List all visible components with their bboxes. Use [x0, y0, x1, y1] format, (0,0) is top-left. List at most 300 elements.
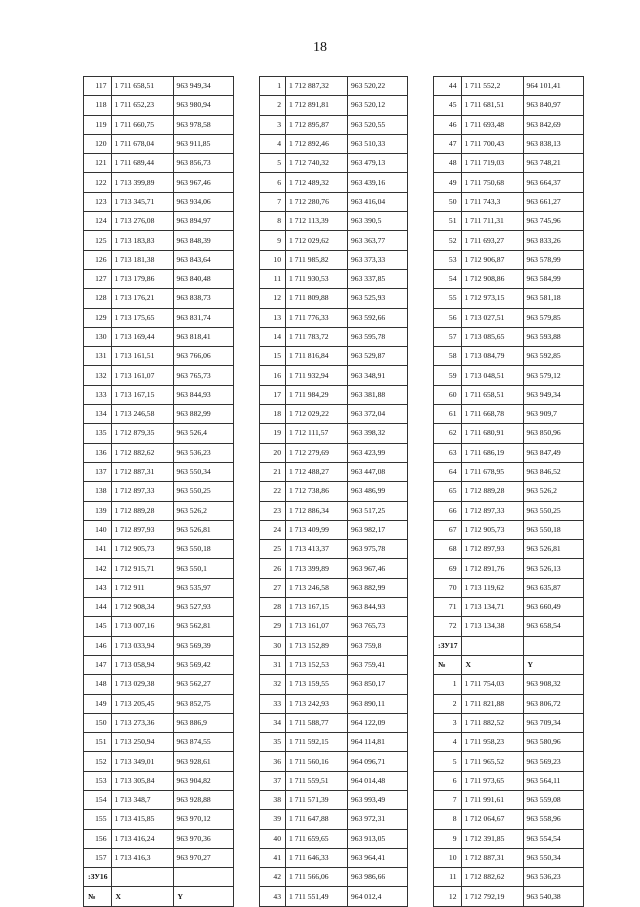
- table-row: [434, 366, 584, 385]
- point-number-cell: 117: [84, 77, 112, 96]
- header-row: [434, 655, 584, 674]
- y-coordinate-cell: 963 510,33: [348, 134, 408, 153]
- x-coordinate-cell: 1 713 134,38: [461, 617, 523, 636]
- point-number-cell: 9: [260, 231, 286, 250]
- point-number-cell: 12: [260, 289, 286, 308]
- table-row: [84, 308, 234, 327]
- table-row: [84, 713, 234, 732]
- point-number-cell: 10: [260, 250, 286, 269]
- point-number-cell: 1: [260, 77, 286, 96]
- table-row: [260, 848, 408, 867]
- x-coordinate-cell: 1 713 399,89: [286, 559, 348, 578]
- y-coordinate-cell: 963 765,73: [348, 617, 408, 636]
- table-row: [434, 462, 584, 481]
- x-coordinate-cell: 1 711 693,27: [461, 231, 523, 250]
- table-row: [434, 501, 584, 520]
- point-number-cell: 45: [434, 96, 462, 115]
- point-number-cell: 64: [434, 462, 462, 481]
- point-number-cell: 152: [84, 752, 112, 771]
- point-number-cell: 6: [260, 173, 286, 192]
- x-coordinate-cell: 1 712 897,93: [461, 540, 523, 559]
- table-row: [434, 443, 584, 462]
- x-coordinate-cell: 1 713 161,07: [286, 617, 348, 636]
- x-coordinate-cell: 1 711 743,3: [461, 192, 523, 211]
- y-coordinate-cell: 963 840,48: [173, 269, 233, 288]
- table-row: [260, 385, 408, 404]
- x-coordinate-cell: 1 713 058,94: [111, 655, 173, 674]
- point-number-cell: 69: [434, 559, 462, 578]
- y-coordinate-cell: 963 806,72: [523, 694, 583, 713]
- table-row: [84, 675, 234, 694]
- y-coordinate-cell: 963 562,81: [173, 617, 233, 636]
- y-coordinate-cell: 963 535,97: [173, 578, 233, 597]
- x-coordinate-cell: 1 711 984,29: [286, 385, 348, 404]
- table-row: [260, 501, 408, 520]
- point-number-cell: 49: [434, 173, 462, 192]
- y-coordinate-cell: 963 559,08: [523, 790, 583, 809]
- y-coordinate-cell: 963 529,87: [348, 347, 408, 366]
- table-row: [84, 559, 234, 578]
- table-row: [434, 327, 584, 346]
- y-coordinate-cell: 963 833,26: [523, 231, 583, 250]
- y-coordinate-cell: 963 536,23: [173, 443, 233, 462]
- y-coordinate-cell: 963 970,36: [173, 829, 233, 848]
- x-coordinate-cell: 1 713 242,93: [286, 694, 348, 713]
- x-coordinate-cell: 1 711 681,51: [461, 96, 523, 115]
- coordinates-table-2: [259, 76, 408, 907]
- y-coordinate-cell: 963 479,13: [348, 154, 408, 173]
- table-row: [434, 848, 584, 867]
- point-number-cell: 137: [84, 462, 112, 481]
- y-coordinate-cell: 963 593,88: [523, 327, 583, 346]
- y-coordinate-cell: 963 348,91: [348, 366, 408, 385]
- y-coordinate-cell: 963 982,17: [348, 520, 408, 539]
- y-coordinate-cell: 963 526,4: [173, 424, 233, 443]
- table-row: [84, 617, 234, 636]
- table-row: [260, 289, 408, 308]
- x-header: X: [461, 655, 523, 674]
- y-coordinate-cell: 963 550,34: [173, 462, 233, 481]
- point-number-cell: 52: [434, 231, 462, 250]
- point-number-cell: 153: [84, 771, 112, 790]
- y-coordinate-cell: 963 967,46: [348, 559, 408, 578]
- point-number-cell: 129: [84, 308, 112, 327]
- y-coordinate-cell: 963 904,82: [173, 771, 233, 790]
- x-coordinate-cell: 1 712 915,71: [111, 559, 173, 578]
- table-row: [434, 790, 584, 809]
- table-row: [260, 829, 408, 848]
- table-row: [434, 134, 584, 153]
- table-row: [84, 327, 234, 346]
- table-row: [260, 269, 408, 288]
- x-coordinate-cell: 1 711 776,33: [286, 308, 348, 327]
- table-row: [84, 269, 234, 288]
- number-header: №: [434, 655, 462, 674]
- point-number-cell: 23: [260, 501, 286, 520]
- empty-cell: [461, 636, 523, 655]
- table-row: [84, 829, 234, 848]
- x-coordinate-cell: 1 713 029,38: [111, 675, 173, 694]
- empty-cell: [111, 868, 173, 887]
- point-number-cell: 31: [260, 655, 286, 674]
- point-number-cell: 14: [260, 327, 286, 346]
- y-coordinate-cell: 963 911,85: [173, 134, 233, 153]
- y-coordinate-cell: 963 970,27: [173, 848, 233, 867]
- x-coordinate-cell: 1 712 905,73: [111, 540, 173, 559]
- y-coordinate-cell: 963 978,58: [173, 115, 233, 134]
- table-row: [434, 598, 584, 617]
- y-coordinate-cell: 963 520,55: [348, 115, 408, 134]
- x-coordinate-cell: 1 713 027,51: [461, 308, 523, 327]
- point-number-cell: 22: [260, 482, 286, 501]
- table-row: [434, 675, 584, 694]
- table-row: [260, 482, 408, 501]
- y-coordinate-cell: 963 949,34: [523, 385, 583, 404]
- x-coordinate-cell: 1 711 816,84: [286, 347, 348, 366]
- table-row: [434, 96, 584, 115]
- y-coordinate-cell: 963 550,25: [523, 501, 583, 520]
- table-row: [260, 250, 408, 269]
- y-coordinate-cell: 964 114,81: [348, 733, 408, 752]
- point-number-cell: 68: [434, 540, 462, 559]
- x-coordinate-cell: 1 713 152,89: [286, 636, 348, 655]
- point-number-cell: 120: [84, 134, 112, 153]
- table-row: [260, 154, 408, 173]
- point-number-cell: 32: [260, 675, 286, 694]
- y-coordinate-cell: 963 550,18: [523, 520, 583, 539]
- point-number-cell: 42: [260, 868, 286, 887]
- y-coordinate-cell: 963 844,93: [173, 385, 233, 404]
- point-number-cell: 4: [260, 134, 286, 153]
- table-row: [84, 810, 234, 829]
- point-number-cell: 143: [84, 578, 112, 597]
- x-coordinate-cell: 1 711 668,78: [461, 405, 523, 424]
- point-number-cell: 154: [84, 790, 112, 809]
- x-coordinate-cell: 1 711 686,19: [461, 443, 523, 462]
- y-coordinate-cell: 963 818,41: [173, 327, 233, 346]
- x-coordinate-cell: 1 713 415,85: [111, 810, 173, 829]
- point-number-cell: 132: [84, 366, 112, 385]
- point-number-cell: 46: [434, 115, 462, 134]
- table-row: [434, 559, 584, 578]
- point-number-cell: 8: [434, 810, 462, 829]
- y-coordinate-cell: 963 766,06: [173, 347, 233, 366]
- point-number-cell: 138: [84, 482, 112, 501]
- table-row: [260, 366, 408, 385]
- point-number-cell: 65: [434, 482, 462, 501]
- table-row: [84, 694, 234, 713]
- coordinates-table-1: [83, 76, 234, 907]
- y-coordinate-cell: 963 580,96: [523, 733, 583, 752]
- y-coordinate-cell: 963 964,41: [348, 848, 408, 867]
- x-coordinate-cell: 1 712 886,34: [286, 501, 348, 520]
- point-number-cell: 139: [84, 501, 112, 520]
- table-row: [84, 212, 234, 231]
- x-coordinate-cell: 1 712 889,28: [461, 482, 523, 501]
- x-coordinate-cell: 1 712 738,86: [286, 482, 348, 501]
- y-coordinate-cell: 963 658,54: [523, 617, 583, 636]
- x-coordinate-cell: 1 711 809,88: [286, 289, 348, 308]
- y-coordinate-cell: 963 569,39: [173, 636, 233, 655]
- point-number-cell: 37: [260, 771, 286, 790]
- y-coordinate-cell: 963 993,49: [348, 790, 408, 809]
- table-row: [84, 250, 234, 269]
- y-coordinate-cell: 963 381,88: [348, 385, 408, 404]
- table-row: [434, 540, 584, 559]
- point-number-cell: 131: [84, 347, 112, 366]
- x-header: X: [111, 887, 173, 906]
- point-number-cell: 25: [260, 540, 286, 559]
- y-coordinate-cell: 963 558,96: [523, 810, 583, 829]
- table-row: [260, 231, 408, 250]
- y-coordinate-cell: 963 934,06: [173, 192, 233, 211]
- point-number-cell: 50: [434, 192, 462, 211]
- x-coordinate-cell: 1 711 689,44: [111, 154, 173, 173]
- point-number-cell: 59: [434, 366, 462, 385]
- y-coordinate-cell: 963 660,49: [523, 598, 583, 617]
- y-coordinate-cell: 964 014,48: [348, 771, 408, 790]
- y-coordinate-cell: 963 759,41: [348, 655, 408, 674]
- table-row: [260, 520, 408, 539]
- x-coordinate-cell: 1 713 175,65: [111, 308, 173, 327]
- x-coordinate-cell: 1 712 908,34: [111, 598, 173, 617]
- x-coordinate-cell: 1 712 879,35: [111, 424, 173, 443]
- table-row: [84, 192, 234, 211]
- table-row: [84, 231, 234, 250]
- point-number-cell: 8: [260, 212, 286, 231]
- point-number-cell: 145: [84, 617, 112, 636]
- table-row: [260, 559, 408, 578]
- point-number-cell: 127: [84, 269, 112, 288]
- x-coordinate-cell: 1 711 660,75: [111, 115, 173, 134]
- x-coordinate-cell: 1 711 559,51: [286, 771, 348, 790]
- table-row: [84, 366, 234, 385]
- x-coordinate-cell: 1 712 897,93: [111, 520, 173, 539]
- y-coordinate-cell: 963 592,66: [348, 308, 408, 327]
- y-coordinate-cell: 963 908,32: [523, 675, 583, 694]
- x-coordinate-cell: 1 712 029,62: [286, 231, 348, 250]
- table-row: [260, 655, 408, 674]
- y-coordinate-cell: 963 526,13: [523, 559, 583, 578]
- x-coordinate-cell: 1 711 821,88: [461, 694, 523, 713]
- point-number-cell: 123: [84, 192, 112, 211]
- table-row: [84, 848, 234, 867]
- point-number-cell: 130: [84, 327, 112, 346]
- x-coordinate-cell: 1 712 113,39: [286, 212, 348, 231]
- point-number-cell: 5: [260, 154, 286, 173]
- x-coordinate-cell: 1 711 783,72: [286, 327, 348, 346]
- point-number-cell: 38: [260, 790, 286, 809]
- y-coordinate-cell: 963 840,97: [523, 96, 583, 115]
- point-number-cell: 55: [434, 289, 462, 308]
- table-row: [434, 482, 584, 501]
- point-number-cell: 133: [84, 385, 112, 404]
- point-number-cell: 141: [84, 540, 112, 559]
- table-row: [434, 771, 584, 790]
- x-coordinate-cell: 1 711 588,77: [286, 713, 348, 732]
- point-number-cell: 40: [260, 829, 286, 848]
- table-row: [84, 173, 234, 192]
- point-number-cell: 12: [434, 887, 462, 906]
- point-number-cell: 28: [260, 598, 286, 617]
- point-number-cell: 156: [84, 829, 112, 848]
- table-row: [434, 269, 584, 288]
- point-number-cell: 44: [434, 77, 462, 96]
- table-row: [84, 578, 234, 597]
- point-number-cell: 26: [260, 559, 286, 578]
- x-coordinate-cell: 1 711 560,16: [286, 752, 348, 771]
- y-coordinate-cell: 963 337,85: [348, 269, 408, 288]
- table-row: [434, 154, 584, 173]
- y-coordinate-cell: 963 928,88: [173, 790, 233, 809]
- point-number-cell: 58: [434, 347, 462, 366]
- table-row: [84, 347, 234, 366]
- point-number-cell: 1: [434, 675, 462, 694]
- x-coordinate-cell: 1 713 349,01: [111, 752, 173, 771]
- point-number-cell: 5: [434, 752, 462, 771]
- y-coordinate-cell: 963 584,99: [523, 269, 583, 288]
- y-coordinate-cell: 963 852,75: [173, 694, 233, 713]
- y-coordinate-cell: 963 949,34: [173, 77, 233, 96]
- point-number-cell: 7: [260, 192, 286, 211]
- y-coordinate-cell: 963 579,85: [523, 308, 583, 327]
- point-number-cell: 51: [434, 212, 462, 231]
- y-coordinate-cell: 963 972,31: [348, 810, 408, 829]
- point-number-cell: 60: [434, 385, 462, 404]
- table-row: [260, 868, 408, 887]
- y-coordinate-cell: 963 847,49: [523, 443, 583, 462]
- table-row: [260, 424, 408, 443]
- y-coordinate-cell: 963 759,8: [348, 636, 408, 655]
- point-number-cell: 10: [434, 848, 462, 867]
- table-row: [260, 540, 408, 559]
- point-number-cell: 122: [84, 173, 112, 192]
- y-header: Y: [173, 887, 233, 906]
- x-coordinate-cell: 1 713 273,36: [111, 713, 173, 732]
- x-coordinate-cell: 1 712 887,32: [286, 77, 348, 96]
- x-coordinate-cell: 1 712 792,19: [461, 887, 523, 906]
- x-coordinate-cell: 1 713 181,38: [111, 250, 173, 269]
- table-row: [434, 231, 584, 250]
- y-coordinate-cell: 963 765,73: [173, 366, 233, 385]
- x-coordinate-cell: 1 711 566,06: [286, 868, 348, 887]
- x-coordinate-cell: 1 713 161,07: [111, 366, 173, 385]
- point-number-cell: 67: [434, 520, 462, 539]
- x-coordinate-cell: 1 711 985,82: [286, 250, 348, 269]
- x-coordinate-cell: 1 713 409,99: [286, 520, 348, 539]
- table-row: [260, 405, 408, 424]
- point-number-cell: 157: [84, 848, 112, 867]
- table-row: [260, 598, 408, 617]
- table-row: [434, 694, 584, 713]
- table-row: [84, 501, 234, 520]
- section-row: [84, 868, 234, 887]
- point-number-cell: 34: [260, 713, 286, 732]
- y-coordinate-cell: 963 579,12: [523, 366, 583, 385]
- point-number-cell: 17: [260, 385, 286, 404]
- table-row: [84, 462, 234, 481]
- x-coordinate-cell: 1 713 205,45: [111, 694, 173, 713]
- y-coordinate-cell: 963 569,42: [173, 655, 233, 674]
- point-number-cell: 124: [84, 212, 112, 231]
- table-row: [84, 636, 234, 655]
- point-number-cell: 71: [434, 598, 462, 617]
- table-row: [434, 173, 584, 192]
- table-row: [84, 655, 234, 674]
- y-coordinate-cell: 963 595,78: [348, 327, 408, 346]
- point-number-cell: 155: [84, 810, 112, 829]
- point-number-cell: 149: [84, 694, 112, 713]
- x-coordinate-cell: 1 713 152,53: [286, 655, 348, 674]
- table-row: [84, 77, 234, 96]
- y-coordinate-cell: 963 850,96: [523, 424, 583, 443]
- point-number-cell: 135: [84, 424, 112, 443]
- table-row: [84, 733, 234, 752]
- y-coordinate-cell: 963 550,18: [173, 540, 233, 559]
- point-number-cell: 3: [434, 713, 462, 732]
- table-row: [260, 347, 408, 366]
- point-number-cell: 39: [260, 810, 286, 829]
- y-coordinate-cell: 963 592,85: [523, 347, 583, 366]
- y-coordinate-cell: 963 882,99: [348, 578, 408, 597]
- point-number-cell: 134: [84, 405, 112, 424]
- x-coordinate-cell: 1 713 183,83: [111, 231, 173, 250]
- x-coordinate-cell: 1 711 750,68: [461, 173, 523, 192]
- table-row: [434, 308, 584, 327]
- table-row: [84, 752, 234, 771]
- x-coordinate-cell: 1 711 658,51: [111, 77, 173, 96]
- point-number-cell: 151: [84, 733, 112, 752]
- table-row: [260, 462, 408, 481]
- x-coordinate-cell: 1 711 647,88: [286, 810, 348, 829]
- y-coordinate-cell: 963 372,04: [348, 405, 408, 424]
- y-coordinate-cell: 963 517,25: [348, 501, 408, 520]
- point-number-cell: 35: [260, 733, 286, 752]
- x-coordinate-cell: 1 713 399,89: [111, 173, 173, 192]
- x-coordinate-cell: 1 713 167,15: [286, 598, 348, 617]
- y-coordinate-cell: 963 486,99: [348, 482, 408, 501]
- point-number-cell: 29: [260, 617, 286, 636]
- table-row: [434, 212, 584, 231]
- point-number-cell: 13: [260, 308, 286, 327]
- x-coordinate-cell: 1 712 908,86: [461, 269, 523, 288]
- empty-cell: [523, 636, 583, 655]
- point-number-cell: 142: [84, 559, 112, 578]
- x-coordinate-cell: 1 712 280,76: [286, 192, 348, 211]
- x-coordinate-cell: 1 711 658,51: [461, 385, 523, 404]
- point-number-cell: 6: [434, 771, 462, 790]
- point-number-cell: 148: [84, 675, 112, 694]
- point-number-cell: 36: [260, 752, 286, 771]
- table-row: [260, 308, 408, 327]
- y-coordinate-cell: 963 520,22: [348, 77, 408, 96]
- x-coordinate-cell: 1 712 897,33: [461, 501, 523, 520]
- y-coordinate-cell: 963 554,54: [523, 829, 583, 848]
- x-coordinate-cell: 1 712 279,69: [286, 443, 348, 462]
- point-number-cell: 147: [84, 655, 112, 674]
- section-label: :ЗУ16: [84, 868, 112, 887]
- table-row: [434, 424, 584, 443]
- point-number-cell: 61: [434, 405, 462, 424]
- x-coordinate-cell: 1 713 416,24: [111, 829, 173, 848]
- y-header: Y: [523, 655, 583, 674]
- point-number-cell: 41: [260, 848, 286, 867]
- x-coordinate-cell: 1 713 246,58: [286, 578, 348, 597]
- y-coordinate-cell: 964 012,4: [348, 887, 408, 906]
- table-row: [434, 520, 584, 539]
- y-coordinate-cell: 963 550,25: [173, 482, 233, 501]
- x-coordinate-cell: 1 712 887,31: [111, 462, 173, 481]
